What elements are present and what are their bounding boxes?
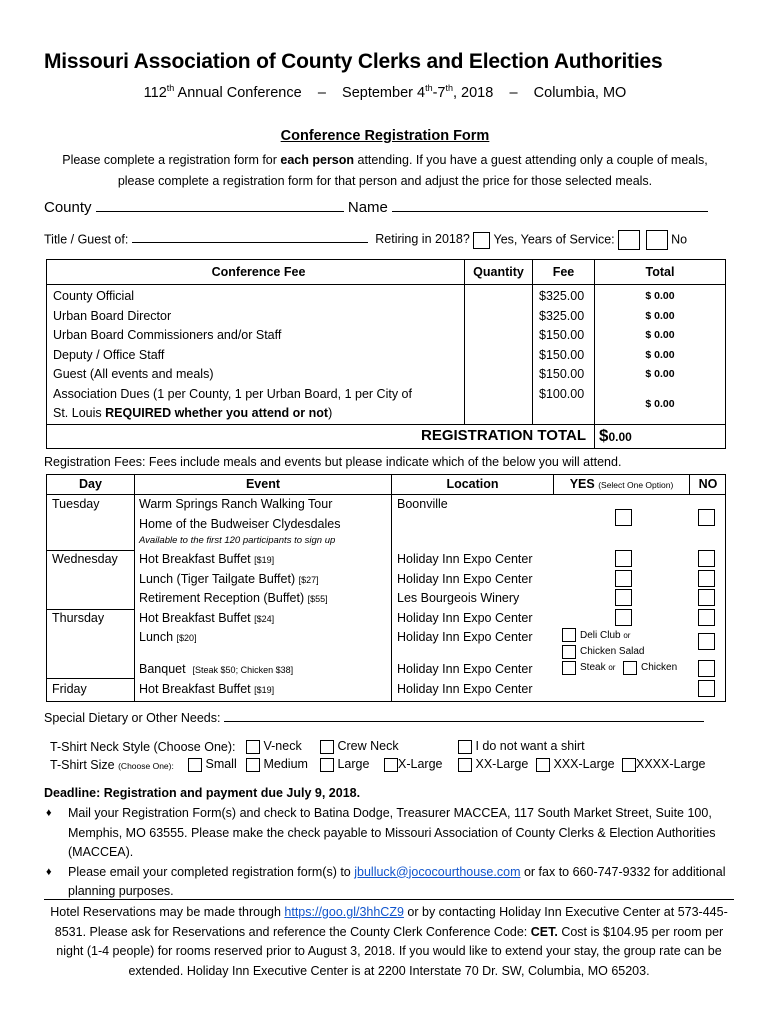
fee-value: $150.00 bbox=[539, 328, 585, 342]
tshirt-neck-row: T-Shirt Neck Style (Choose One): V-neck Crew Neck I do not want a shirt bbox=[50, 739, 585, 754]
total-value: $ 0.00 bbox=[645, 290, 675, 302]
location: Holiday Inn Expo Center bbox=[397, 682, 533, 696]
total-value: $ 0.00 bbox=[645, 348, 675, 361]
wed-reception-yes-checkbox[interactable] bbox=[615, 589, 632, 606]
fee-row-label: Deputy / Office Staff bbox=[53, 347, 165, 362]
event-tour-note: Available to the first 120 participants to sign up bbox=[139, 535, 336, 546]
retiring-yes-checkbox[interactable] bbox=[473, 232, 490, 249]
tshirt-size-row: T-Shirt Size (Choose One): Small Medium Large X-Large XX-Large XXX-Large XXXX-Large bbox=[50, 757, 706, 772]
tour-yes-checkbox[interactable] bbox=[615, 509, 632, 526]
size-xlarge-checkbox[interactable] bbox=[384, 758, 398, 772]
total-value: $ 0.00 bbox=[645, 329, 675, 341]
size-xxxlarge-checkbox[interactable] bbox=[536, 758, 550, 772]
day-friday: Friday bbox=[52, 682, 87, 696]
thu-breakfast-no-checkbox[interactable] bbox=[698, 609, 715, 626]
fee-row-label: Association Dues (1 per County, 1 per Urban Board, 1 per City of bbox=[53, 386, 412, 401]
name-field[interactable] bbox=[392, 211, 708, 212]
size-xxxxlarge-checkbox[interactable] bbox=[622, 758, 636, 772]
event-name: Hot Breakfast Buffet [$19] bbox=[139, 552, 275, 566]
special-needs-row: Special Dietary or Other Needs: bbox=[44, 711, 704, 725]
size-large-checkbox[interactable] bbox=[320, 758, 334, 772]
chicken-label: Chicken bbox=[641, 662, 678, 673]
fee-value: $100.00 bbox=[539, 386, 585, 401]
event-tour: Warm Springs Ranch Walking Tour bbox=[139, 497, 333, 511]
fee-value: $325.00 bbox=[539, 289, 585, 303]
retiring-no-checkbox[interactable] bbox=[646, 230, 668, 250]
location: Les Bourgeois Winery bbox=[397, 591, 520, 605]
event-name: Retirement Reception (Buffet) [$55] bbox=[139, 591, 328, 605]
thu-lunch-no-checkbox[interactable] bbox=[698, 633, 715, 650]
instruction-mail: ♦ Mail your Registration Form(s) and check to Batina Dodge, Treasurer MACCEA, 117 South Market Street, Suite 100, Memphis, MO 63555. Please make the check payable to Missouri Association of County Clerks & Election Authorities (MACCEA). bbox=[44, 804, 734, 863]
location: Holiday Inn Expo Center bbox=[397, 630, 533, 644]
chicken-checkbox[interactable] bbox=[623, 661, 637, 675]
event-name: Lunch (Tiger Tailgate Buffet) [$27] bbox=[139, 572, 319, 586]
total-value: $ 0.00 bbox=[645, 397, 675, 410]
county-field[interactable] bbox=[96, 211, 344, 212]
fri-breakfast-no-checkbox[interactable] bbox=[698, 680, 715, 697]
deli-club-label: Deli Club or bbox=[580, 630, 631, 641]
conference-subtitle: 112th Annual Conference – September 4th-7th, 2018 – Columbia, MO bbox=[143, 83, 627, 101]
event-name: Hot Breakfast Buffet [$24] bbox=[139, 611, 275, 625]
diamond-icon: ♦ bbox=[46, 807, 52, 819]
no-shirt-checkbox[interactable] bbox=[458, 740, 472, 754]
fee-value: $150.00 bbox=[539, 367, 585, 381]
event-name: Lunch [$20] bbox=[139, 630, 197, 644]
wed-reception-no-checkbox[interactable] bbox=[698, 589, 715, 606]
instruction-email: ♦ Please email your completed registration form(s) to jbulluck@jococourthouse.com or fax to 660-747-9332 for additional planning purposes. bbox=[44, 863, 734, 902]
size-xxlarge-checkbox[interactable] bbox=[458, 758, 472, 772]
title-row: Title / Guest of: Retiring in 2018? Yes, Years of Service: No bbox=[44, 230, 687, 250]
quantity-column[interactable] bbox=[465, 285, 533, 424]
size-medium-checkbox[interactable] bbox=[246, 758, 260, 772]
fee-row-label: Urban Board Director bbox=[53, 308, 172, 323]
fee-value: $150.00 bbox=[539, 347, 585, 362]
event-name: Banquet [Steak $50; Chicken $38] bbox=[139, 662, 294, 676]
wed-lunch-yes-checkbox[interactable] bbox=[615, 570, 632, 587]
chicken-salad-label: Chicken Salad bbox=[580, 646, 645, 657]
fee-row-label: Guest (All events and meals) bbox=[53, 367, 214, 381]
hotel-info: Hotel Reservations may be made through https://goo.gl/3hhCZ9 or by contacting Holiday Inn Executive Center at 573-445-8531. Please ask for Reservations and reference the County Clerk Conference Code: CET. Cost is $104.95 per room per night (1-4 people) for rooms reserved prior to August 3, 2018. If you would like to extend your stay, the group rate can be extended. Holiday Inn Executive Center is at 2200 Interstate 70 Dr. SW, Columbia, MO 65203. bbox=[44, 899, 734, 981]
instructions bbox=[44, 804, 734, 902]
association-title: Missouri Association of County Clerks and Election Authorities bbox=[44, 50, 663, 73]
day-wednesday: Wednesday bbox=[52, 552, 118, 566]
location: Boonville bbox=[397, 497, 448, 511]
wed-breakfast-yes-checkbox[interactable] bbox=[615, 550, 632, 567]
location: Holiday Inn Expo Center bbox=[397, 662, 533, 676]
total-value: $ 0.00 bbox=[645, 309, 675, 322]
tour-no-checkbox[interactable] bbox=[698, 509, 715, 526]
deli-club-checkbox[interactable] bbox=[562, 628, 576, 642]
diamond-icon: ♦ bbox=[46, 865, 52, 878]
wed-breakfast-no-checkbox[interactable] bbox=[698, 550, 715, 567]
wed-lunch-no-checkbox[interactable] bbox=[698, 570, 715, 587]
conference-fee-table bbox=[46, 259, 726, 449]
crew-neck-checkbox[interactable] bbox=[320, 740, 334, 754]
steak-checkbox[interactable] bbox=[562, 661, 576, 675]
thu-breakfast-yes-checkbox[interactable] bbox=[615, 609, 632, 626]
location: Holiday Inn Expo Center bbox=[397, 552, 533, 566]
hotel-link[interactable]: https://goo.gl/3hhCZ9 bbox=[284, 905, 404, 919]
event-name: Hot Breakfast Buffet [$19] bbox=[139, 682, 275, 696]
county-name-row: County Name bbox=[44, 199, 708, 216]
form-intro: Please complete a registration form for each person attending. If you have a guest attending only a couple of meals, please complete a registration form for that person and adjust the price for those selected meals. bbox=[62, 153, 708, 188]
location: Holiday Inn Expo Center bbox=[397, 611, 533, 625]
form-title: Conference Registration Form bbox=[280, 128, 490, 144]
events-table: Day Event Location YES (Select One Option) NO Tuesday Wednesday Thursday Friday Warm Springs Ranch Walking Tour Home of the Budweiser Clydesdales Available to the first 120 participants to sign up Boonville Hot Breakfast Buffet [$19] Lunch (Tiger Tailgate Buffet) [$27] Retirement Reception (Buffet) [$55] Hot Breakfast Buffet [$24] Lunch [$20] Banquet [Steak $50; Chicken $38] Hot Breakfast Buffet [$19] Holiday Inn Expo Center Holiday Inn Expo Center Les Bourgeois Winery Holiday Inn Expo Center Holiday Inn Expo Center Holiday Inn Expo Center Holiday Inn Expo Center Deli Club or Chicken Salad Steak or Chicken bbox=[46, 474, 726, 702]
deadline: Deadline: Registration and payment due July 9, 2018. bbox=[44, 786, 361, 800]
fee-row-label: Urban Board Commissioners and/or Staff bbox=[53, 328, 282, 342]
location: Holiday Inn Expo Center bbox=[397, 572, 533, 586]
event-tour-line2: Home of the Budweiser Clydesdales bbox=[139, 517, 341, 531]
email-link[interactable]: jbulluck@jococourthouse.com bbox=[354, 864, 521, 879]
registration-total-row: REGISTRATION TOTAL $0.00 bbox=[47, 425, 725, 448]
vneck-checkbox[interactable] bbox=[246, 740, 260, 754]
years-of-service-box[interactable] bbox=[618, 230, 640, 250]
registration-total-value: 0.00 bbox=[608, 430, 632, 444]
fee-row-label: County Official bbox=[53, 289, 135, 303]
title-guest-field[interactable] bbox=[132, 242, 368, 243]
day-tuesday: Tuesday bbox=[52, 497, 100, 511]
total-value: $ 0.00 bbox=[645, 368, 675, 380]
special-needs-field[interactable] bbox=[224, 721, 704, 722]
fee-table-header: Conference Fee Quantity Fee Total bbox=[47, 260, 725, 285]
fee-value: $325.00 bbox=[539, 308, 585, 323]
thu-banquet-no-checkbox[interactable] bbox=[698, 660, 715, 677]
steak-label: Steak or bbox=[580, 662, 616, 673]
registration-fees-note: Registration Fees: Fees include meals and events but please indicate which of the below you will attend. bbox=[44, 455, 622, 469]
fee-table-body bbox=[47, 285, 725, 425]
chicken-salad-checkbox[interactable] bbox=[562, 645, 576, 659]
size-small-checkbox[interactable] bbox=[188, 758, 202, 772]
fee-row-label: St. Louis REQUIRED whether you attend or not) bbox=[53, 406, 333, 420]
day-thursday: Thursday bbox=[52, 611, 105, 625]
